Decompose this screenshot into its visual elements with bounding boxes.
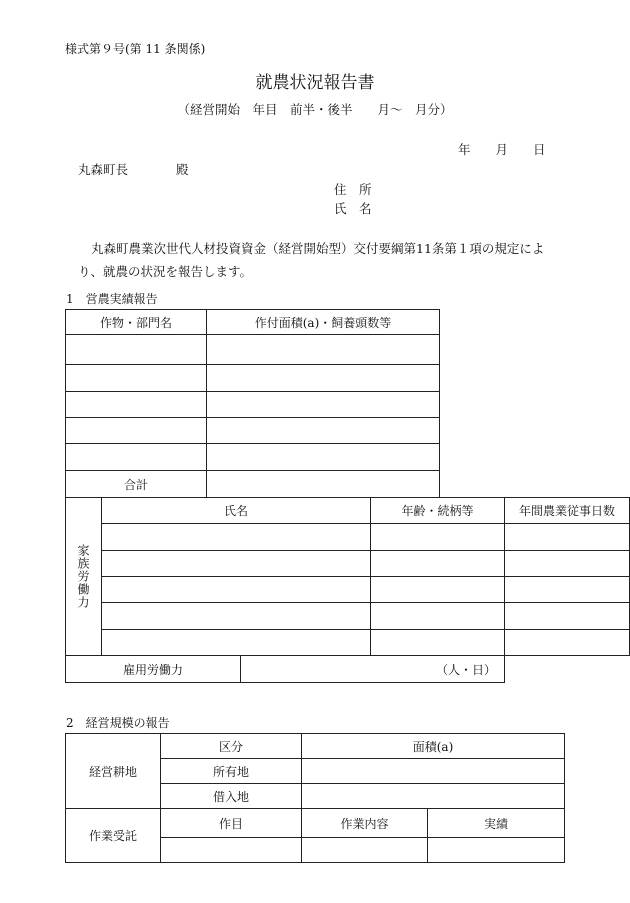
age-cell[interactable] — [371, 577, 505, 603]
name-cell[interactable] — [102, 524, 371, 551]
task-cell[interactable] — [161, 838, 302, 863]
total-cell[interactable] — [207, 471, 440, 498]
days-cell[interactable] — [505, 630, 630, 656]
col-age-header: 年齢・続柄等 — [371, 498, 505, 524]
table-header-row — [66, 310, 440, 335]
col-crop-header: 作物・部門名 — [66, 310, 207, 335]
owned-label: 所有地 — [161, 759, 302, 784]
col-result-header: 実績 — [428, 809, 565, 838]
days-cell[interactable] — [505, 577, 630, 603]
farmland-label: 経営耕地 — [66, 734, 161, 809]
name-cell[interactable] — [102, 551, 371, 577]
addressee-line — [78, 160, 189, 178]
address-label: 住 所 — [334, 182, 372, 197]
hired-labor-unit[interactable]: （人・日） — [241, 656, 505, 683]
table-header-row — [66, 809, 565, 838]
form-number: 様式第９号(第 11 条関係) — [65, 42, 206, 56]
age-cell[interactable] — [371, 603, 505, 630]
section1-heading: 1 営農実績報告 — [66, 292, 158, 306]
table-row — [66, 551, 630, 577]
table-row — [66, 630, 630, 656]
table-row — [66, 524, 630, 551]
honorific: 殿 — [176, 162, 189, 177]
area-cell[interactable] — [207, 392, 440, 418]
date-line: 年 月 日 — [458, 142, 546, 157]
leased-area-cell[interactable] — [302, 784, 565, 809]
col-task-header: 作目 — [161, 809, 302, 838]
col-area-header: 面積(a) — [302, 734, 565, 759]
crop-cell[interactable] — [66, 392, 207, 418]
farm-scale-table — [65, 733, 565, 863]
col-category-header: 区分 — [161, 734, 302, 759]
crop-cell[interactable] — [66, 335, 207, 365]
crop-cell[interactable] — [66, 365, 207, 392]
addressee: 丸森町長 — [78, 162, 129, 177]
farming-results-table — [65, 309, 440, 498]
name-label: 氏 名 — [334, 201, 372, 216]
crop-cell[interactable] — [66, 418, 207, 444]
crop-cell[interactable] — [66, 444, 207, 471]
table-row — [66, 365, 440, 392]
total-row — [66, 471, 440, 498]
hired-labor-label: 雇用労働力 — [66, 656, 241, 683]
name-cell[interactable] — [102, 577, 371, 603]
hired-labor-row — [66, 656, 630, 683]
result-cell[interactable] — [428, 838, 565, 863]
contract-label: 作業受託 — [66, 809, 161, 863]
area-cell[interactable] — [207, 444, 440, 471]
table-row — [66, 444, 440, 471]
table-header-row — [66, 498, 630, 524]
name-cell[interactable] — [102, 630, 371, 656]
family-labor-label: 家族労働力 — [66, 498, 102, 656]
leased-label: 借入地 — [161, 784, 302, 809]
content-cell[interactable] — [302, 838, 428, 863]
area-cell[interactable] — [207, 335, 440, 365]
table-row — [66, 577, 630, 603]
age-cell[interactable] — [371, 524, 505, 551]
owned-area-cell[interactable] — [302, 759, 565, 784]
days-cell[interactable] — [505, 551, 630, 577]
col-days-header: 年間農業従事日数 — [505, 498, 630, 524]
table-row — [66, 418, 440, 444]
section2-heading: 2 経営規模の報告 — [66, 716, 170, 730]
col-area-header: 作付面積(a)・飼養頭数等 — [207, 310, 440, 335]
col-content-header: 作業内容 — [302, 809, 428, 838]
table-row — [66, 603, 630, 630]
area-cell[interactable] — [207, 365, 440, 392]
area-cell[interactable] — [207, 418, 440, 444]
table-header-row — [66, 734, 565, 759]
table-row — [66, 335, 440, 365]
page-subtitle: （経営開始 年目 前半・後半 月～ 月分） — [177, 102, 453, 117]
days-cell[interactable] — [505, 603, 630, 630]
total-label: 合計 — [66, 471, 207, 498]
days-cell[interactable] — [505, 524, 630, 551]
name-cell[interactable] — [102, 603, 371, 630]
age-cell[interactable] — [371, 630, 505, 656]
table-row — [66, 392, 440, 418]
col-name-header: 氏名 — [102, 498, 371, 524]
age-cell[interactable] — [371, 551, 505, 577]
labor-table — [65, 497, 630, 683]
intro-text: 丸森町農業次世代人材投資資金（経営開始型）交付要綱第11条第１項の規定により、就農の状況を報告します。 — [78, 241, 545, 279]
page-title: 就農状況報告書 — [255, 73, 375, 93]
